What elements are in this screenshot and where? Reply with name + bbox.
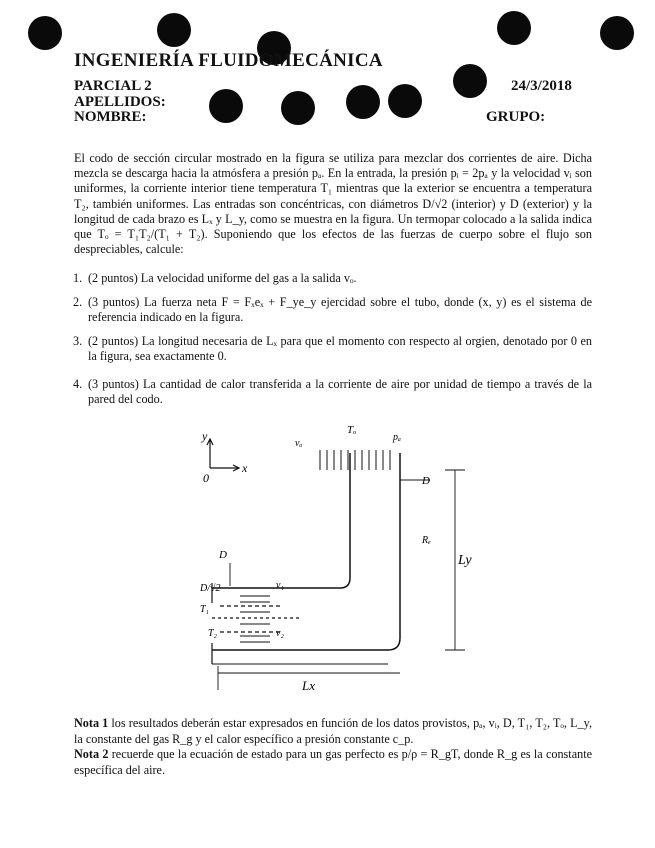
exam-date: 24/3/2018 [511, 78, 572, 94]
problem-statement: El codo de sección circular mostrado en la figura se utiliza para mezclar dos corrientes de aire. Dicha mezcla se descarga hacia la atmósfera a presión pₐ. En la entrada, la presión pᵢ = 2pₐ y la velocidad vᵢ son uniformes, la corriente interior tiene temperatura T₁ mientras que la exterior se encuentra a temperatura T₂, también uniformes. Las entradas son concéntricas, con diámetros D/√2 (interior) y D (exterior) y la longitud de cada brazo es Lₓ y L_y, como se muestra en la figura. Un termopar colocado a la salida indica que Tₒ = T₁T₂/(T₁ + T₂). Suponiendo que los efectos de las fuerzas de cuerpo sobre el flujo son despreciables, calcule: [74, 151, 592, 257]
pipe-outer-wall [212, 453, 400, 650]
question-number: 2. [73, 295, 83, 309]
question-text: (3 puntos) La cantidad de calor transferida a la corriente de aire por unidad de tiempo a través de la pared del codo. [88, 377, 592, 407]
x-axis-label: x [242, 461, 248, 475]
binder-hole-9 [346, 85, 380, 119]
question-3 [73, 334, 592, 364]
inner-velocity-label: v₁ [276, 580, 284, 591]
question-number: 1. [73, 271, 83, 285]
binder-hole-4 [497, 11, 531, 45]
note-1 [74, 716, 592, 747]
question-text: (2 puntos) La longitud necesaria de Lₓ para que el momento con respecto al orgien, denotado por 0 en la figura, sea exactamente 0. [88, 334, 592, 364]
note-1-label: Nota 1 [74, 716, 109, 730]
binder-hole-5 [600, 16, 634, 50]
note-2 [74, 747, 592, 778]
atmospheric-pressure-label: pₐ [393, 432, 401, 443]
binder-hole-10 [388, 84, 422, 118]
ly-label: Ly [458, 553, 472, 568]
inlet-velocity-arrows [240, 596, 270, 642]
question-text: (3 puntos) La fuerza neta F = Fₓeₓ + F_ye_y ejercidad sobre el tubo, donde (x, y) es el sistema de referencia indicado en la figura. [88, 295, 592, 325]
pipe-inner-wall [212, 453, 350, 588]
question-number: 3. [73, 334, 83, 348]
question-2 [73, 295, 592, 325]
binder-hole-6 [453, 64, 487, 98]
question-1 [73, 271, 592, 286]
inlet-diameter-label: D [219, 549, 227, 561]
question-4 [73, 377, 592, 407]
outer-velocity-label: v₂ [276, 628, 284, 639]
outlet-temperature-label: Tₒ [347, 424, 357, 436]
outlet-velocity-label: vₒ [295, 438, 303, 449]
elbow-figure [190, 418, 490, 698]
note-1-text: los resultados deberán estar expresados en función de los datos provistos, pₐ, vᵢ, D, T₁, T₂, Tₒ, L_y, la constante del gas R_g y el calor específico a presión constante c_p. [74, 716, 592, 746]
page-title: INGENIERÍA FLUIDOMECÁNICA [74, 50, 383, 71]
inner-temperature-label: T₁ [200, 604, 210, 615]
gas-constant-label: Rₑ [422, 535, 431, 546]
binder-hole-7 [209, 89, 243, 123]
binder-hole-2 [157, 13, 191, 47]
question-text: (2 puntos) La velocidad uniforme del gas a la salida vₒ. [88, 271, 357, 285]
exam-label: PARCIAL 2 [74, 78, 152, 94]
outlet-velocity-arrows [320, 450, 390, 470]
inner-diameter-label: D/√2 [200, 583, 221, 594]
y-axis-label: y [202, 429, 208, 443]
origin-label: 0 [203, 471, 209, 485]
group-label: GRUPO: [486, 109, 546, 125]
note-2-text: recuerde que la ecuación de estado para un gas perfecto es p/ρ = R_gT, donde R_g es la constante específica del aire. [74, 747, 592, 777]
question-number: 4. [73, 377, 83, 391]
surnames-label: APELLIDOS: [74, 94, 166, 110]
name-label: NOMBRE: [74, 109, 147, 125]
lx-label: Lx [302, 678, 315, 693]
outlet-diameter-label: D [422, 475, 430, 487]
outer-temperature-label: T₂ [208, 628, 218, 639]
binder-hole-1 [28, 16, 62, 50]
binder-hole-8 [281, 91, 315, 125]
note-2-label: Nota 2 [74, 747, 109, 761]
